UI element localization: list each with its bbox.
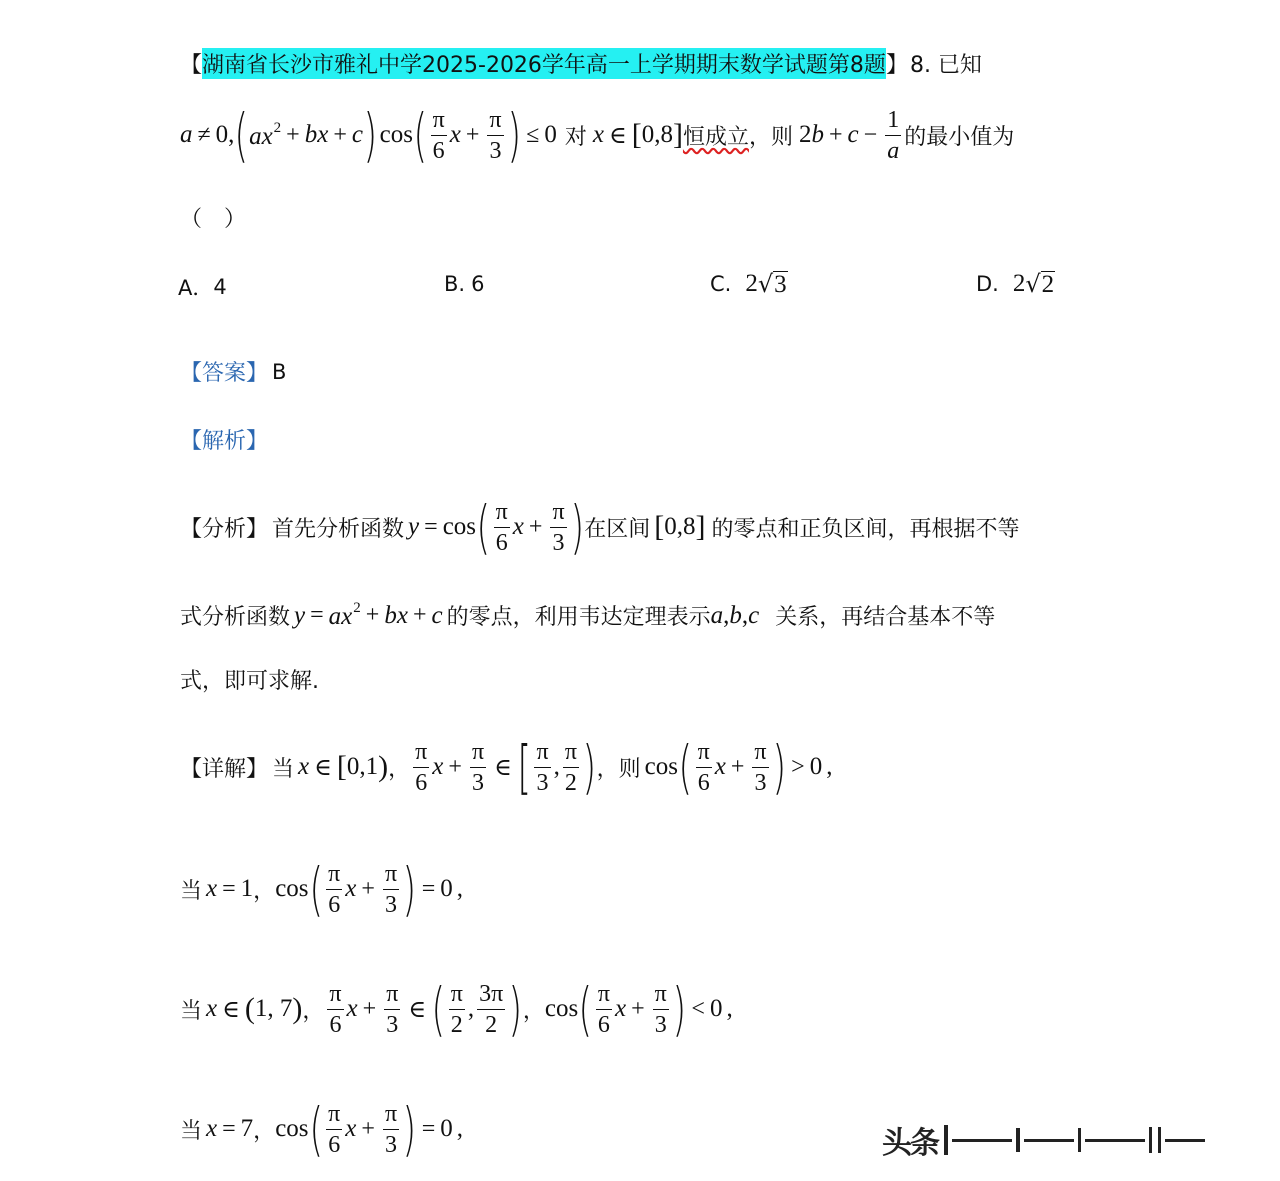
fenxi-line-3: 式，即可求解. — [180, 669, 319, 694]
question-ask: 的最小值为 — [904, 124, 1015, 150]
fenxi-text-4: 式分析函数 — [180, 605, 291, 630]
option-c-sqrt: √ 3 — [757, 270, 787, 298]
option-a-value: 4 — [213, 275, 227, 299]
detail-comma-6: ， — [253, 1118, 276, 1144]
fenxi-label: 【分析】 — [180, 516, 269, 542]
option-b-key: B. — [444, 272, 466, 296]
question-source: 湖南省长沙市雅礼中学2025-2026学年高一上学期期末数学试题第8题 — [202, 48, 886, 79]
option-b[interactable] — [444, 272, 484, 296]
detail-label: 【详解】 — [180, 756, 269, 782]
option-d-coef: 2 — [1012, 270, 1026, 297]
fenxi-line-1: 【分析】 首先分析函数 y = cos ( $\frac{\pi}{6}$ x + $\frac{\pi}{3}$ ) 在区间 [ 0,8 ] 的零点和正负区间，再根据不等 — [180, 493, 1020, 561]
analysis-title: 【解析】 — [180, 429, 269, 454]
detail-line-1: 【详解】 当 x ∈ [ 0,1 ) ， $\frac{\pi}{6}$ x + $\frac{\pi}{3}$ ∈ [ $\frac{\pi}{3}$ , $\frac{\pi}{2}$ ) ， 则 cos ( $\frac{\pi}{6}$ x + $\frac{\pi}{3}$ ) > 0 , — [180, 733, 833, 801]
cond-text-heng: 恒成立 — [682, 124, 749, 150]
option-b-value: 6 — [471, 272, 485, 296]
question-lead: 8. 已知 — [909, 53, 982, 78]
cond-text-ze: ，则 — [748, 124, 793, 150]
detail-comma-3: ， — [253, 878, 276, 904]
option-c[interactable] — [710, 270, 788, 298]
detail-dang-2: 当 — [180, 878, 203, 904]
detail-line-4: 当 x = 7 ， cos ( $\frac{\pi}{6}$ x + $\frac{\pi}{3}$ ) = 0 , — [180, 1095, 463, 1163]
detail-comma-2: ， — [596, 756, 619, 782]
answer-line — [180, 356, 286, 387]
cond-text-dui: 对 — [564, 124, 587, 150]
option-c-key: C. — [710, 272, 732, 296]
fenxi-text-5: 的零点，利用韦达定理表示 — [446, 605, 711, 630]
fenxi-line-2: 式分析函数 y = $ax^2$ + bx + c 的零点，利用韦达定理表示 a , b , c 关系，再结合基本不等 — [180, 600, 996, 630]
question-header-line — [180, 48, 982, 79]
source-bracket-close: 】 — [885, 53, 908, 78]
detail-line-2: 当 x = 1 ， cos ( $\frac{\pi}{6}$ x + $\frac{\pi}{3}$ ) = 0 , — [180, 855, 463, 923]
answer-label: 【答案】 — [180, 361, 269, 386]
question-condition: a ≠ 0, ( $ax^2$ + bx + c ) cos ( $\frac{\pi}{6}$ x + $\frac{\pi}{3}$ ) ≤ 0 对 x ∈ [ 0,8 ] 恒成立 ，则 2 b + c − $\frac{1}{a}$ 的最小值为 — [180, 101, 1015, 169]
detail-dang-1: 当 — [272, 756, 295, 782]
detail-comma-5: ， — [522, 998, 545, 1024]
source-bracket-open: 【 — [180, 53, 203, 78]
detail-dang-3: 当 — [180, 998, 203, 1024]
fenxi-text-3: 的零点和正负区间，再根据不等 — [711, 516, 1020, 542]
answer-value: B — [272, 359, 287, 384]
detail-ze: 则 — [618, 756, 641, 782]
option-d-key: D. — [976, 272, 999, 296]
fenxi-text-2: 在区间 — [584, 516, 651, 542]
detail-comma-1: ， — [388, 756, 411, 782]
option-a-key: A． — [178, 276, 214, 300]
watermark-logo — [882, 1118, 1205, 1162]
detail-line-3: 当 x ∈ ( 1, 7 ) ， $\frac{\pi}{6}$ x + $\frac{\pi}{3}$ ∈ ( $\frac{\pi}{2}$ , $\frac{3\pi}{2}$ ) ， cos ( $\frac{\pi}{6}$ x + $\frac{\pi}{3}$ ) < 0 , — [180, 975, 733, 1043]
watermark-text: 头条 — [882, 1126, 938, 1161]
option-c-coef: 2 — [745, 270, 758, 297]
option-a[interactable] — [178, 272, 227, 302]
answer-paren: （ ） — [180, 207, 247, 232]
fenxi-text-6: 关系，再结合基本不等 — [775, 605, 996, 630]
option-d[interactable] — [976, 270, 1055, 298]
option-d-sqrt: √ 2 — [1025, 270, 1055, 298]
fenxi-text-1: 首先分析函数 — [272, 516, 405, 542]
detail-dang-4: 当 — [180, 1118, 203, 1144]
detail-comma-4: ， — [302, 998, 325, 1024]
